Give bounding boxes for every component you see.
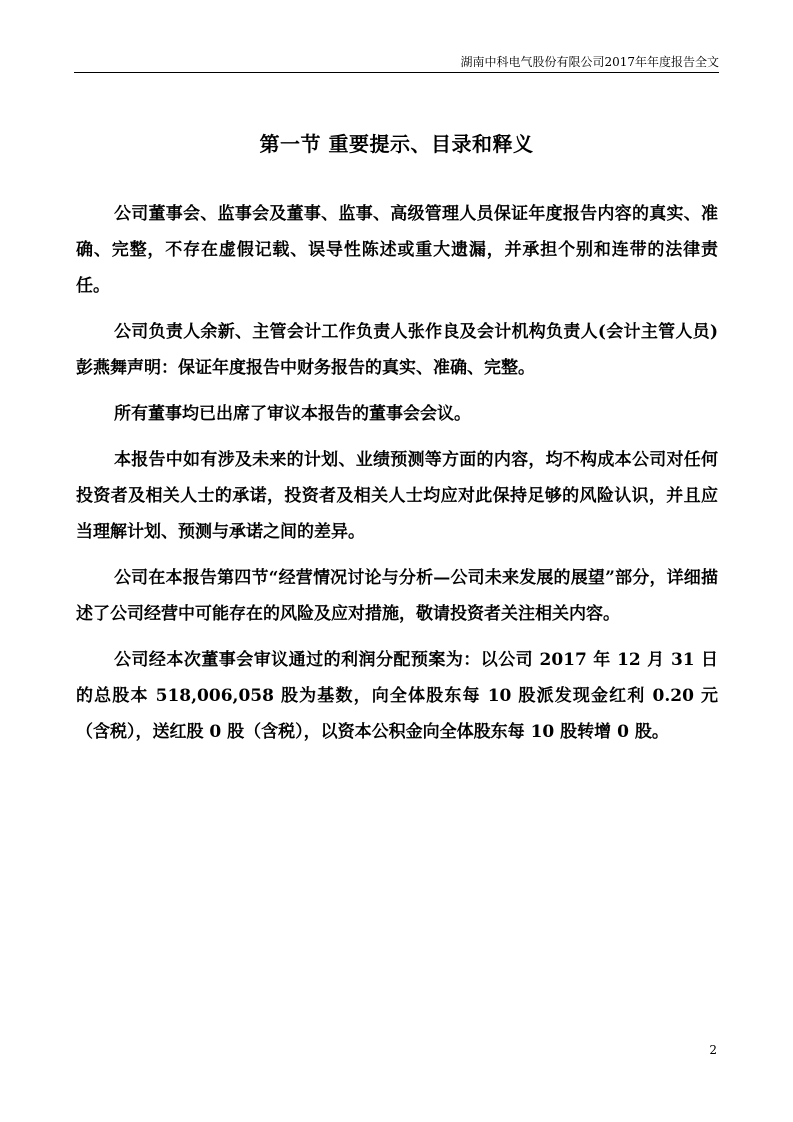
paragraph-board-attendance: 所有董事均已出席了审议本报告的董事会会议。 [114,404,471,424]
paragraph-accuracy-statement: 公司董事会、监事会及董事、监事、高级管理人员保证年度报告内容的真实、准确、完整，不存在虚假记载、误导性陈述或重大遗漏，并承担个别和连带的法律责任。 [76,204,718,296]
running-header: 湖南中科电气股份有限公司2017年年度报告全文 [460,55,719,69]
section-title: 第一节 重要提示、目录和释义 [259,132,534,156]
header-divider [74,72,719,73]
paragraph-responsible-persons: 公司负责人余新、主管会计工作负责人张作良及会计机构负责人(会计主管人员)彭燕舞声明：保证年度报告中财务报告的真实、准确、完整。 [76,322,718,378]
page-number: 2 [709,1043,717,1057]
paragraph-forward-looking-disclaimer: 本报告中如有涉及未来的计划、业绩预测等方面的内容，均不构成本公司对任何投资者及相关人士的承诺，投资者及相关人士均应对此保持足够的风险认识，并且应当理解计划、预测与承诺之间的差异。 [76,450,718,542]
paragraph-risk-reference: 公司在本报告第四节“经营情况讨论与分析—公司未来发展的展望”部分，详细描述了公司经营中可能存在的风险及应对措施，敬请投资者关注相关内容。 [76,568,718,624]
document-body [76,196,718,760]
paragraph-profit-distribution: 公司经本次董事会审议通过的利润分配预案为：以公司 2017 年 12 月 31 日的总股本 518,006,058 股为基数，向全体股东每 10 股派发现金红利 0.20 元（含税），送红股 0 股（含税），以资本公积金向全体股东每 10 股转增 0 股。 [76,650,718,742]
